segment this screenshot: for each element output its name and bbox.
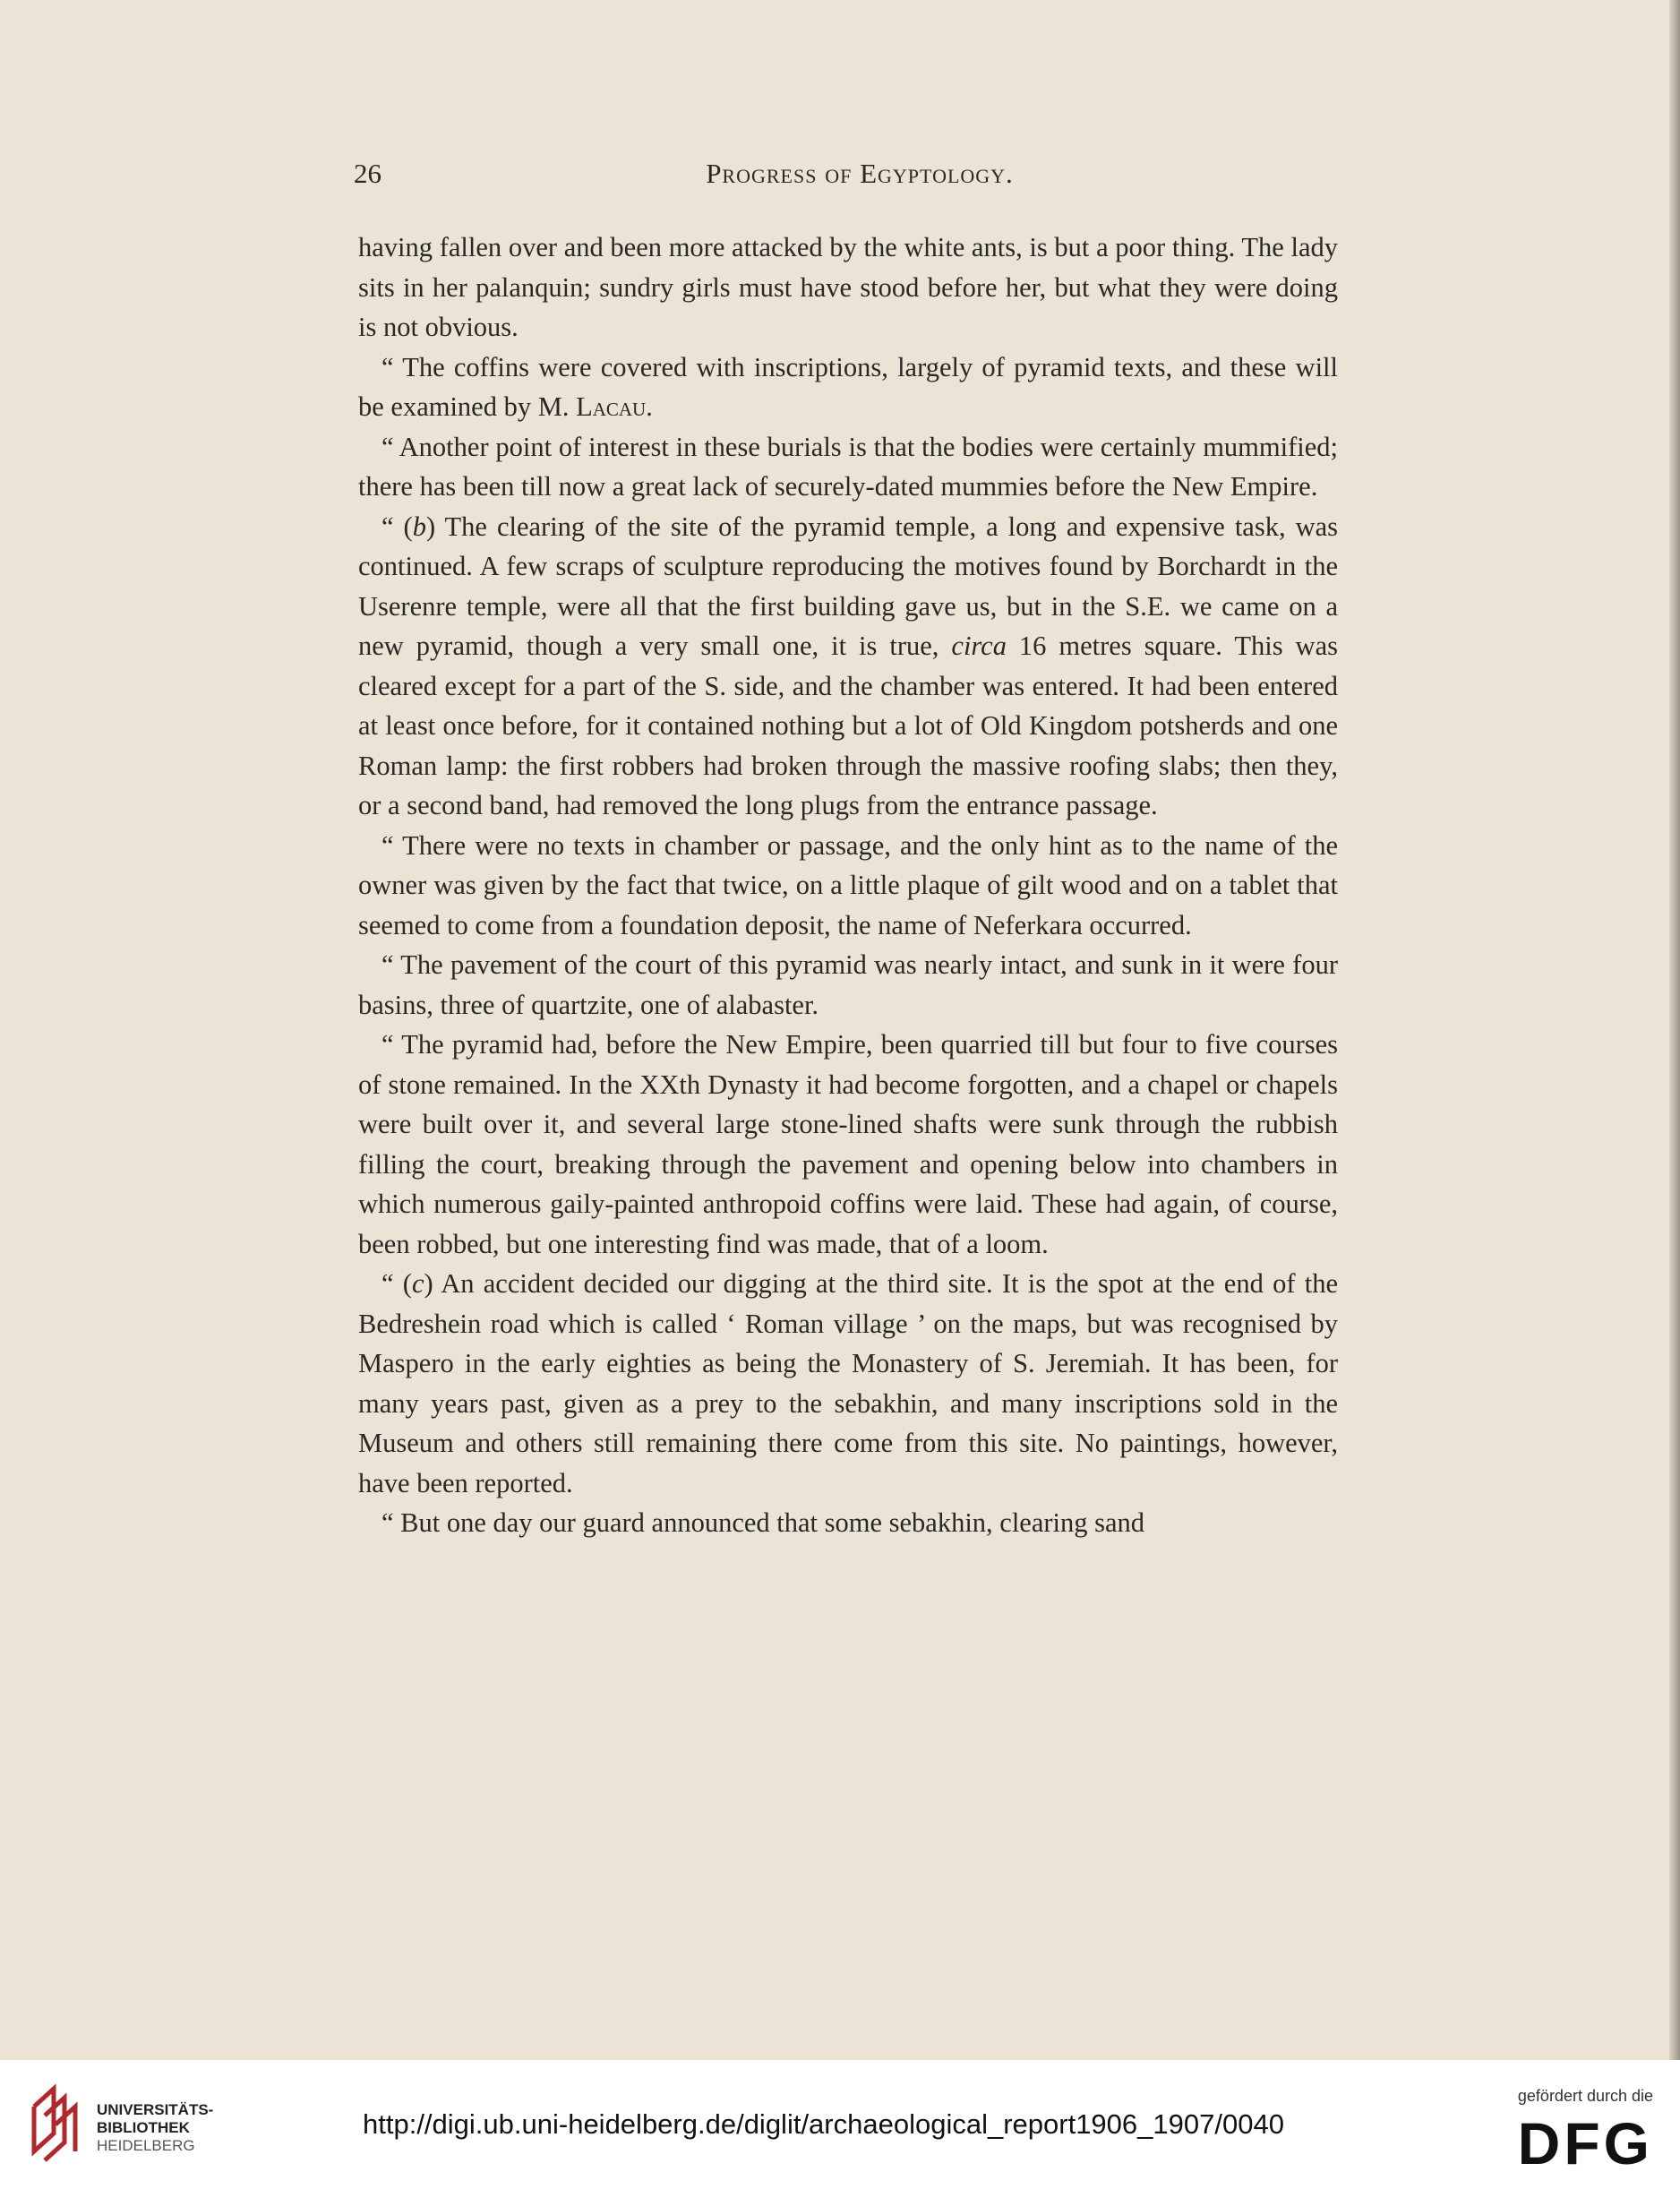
paragraph-3: “ Another point of interest in these burials is that the bodies were certainly mummified; there has been till now a great lack of securely-dated mummies before the New Empire. (358, 431, 1338, 502)
permalink-url[interactable]: http://digi.ub.uni-heidelberg.de/diglit/archaeological_report1906_1907/0040 (363, 2108, 1284, 2140)
paragraph-4: “ (b) The clearing of the site of the pyramid temple, a long and expensive task, was continued. A few scraps of sculpture reproducing the motives found by Borchardt in the Userenre temple, were all that the first building gave us, but in the S.E. we came on a new pyramid, though a very small one, it is true, circa 16 metres square. This was cleared except for a part of the S. side, and the chamber was entered. It had been entered at least once before, for it contained nothing but a lot of Old Kingdom potsherds and one Roman lamp: the first robbers had broken through the massive roofing slabs; then they, or a second band, had removed the long plugs from the entrance passage. (358, 511, 1339, 820)
paragraph-5: “ There were no texts in chamber or passage, and the only hint as to the name of the owner was given by the fact that twice, on a little plaque of gilt wood and on a tablet that seemed to come from a foundation deposit, the name of Neferkara occurred. (358, 829, 1338, 940)
library-logo-icon (27, 2080, 90, 2169)
running-title: Progress of Egyptology. (706, 158, 1014, 189)
paragraph-7: “ The pyramid had, before the New Empire, been quarried till but four to five courses of stone remained. In the XXth Dynasty it had become forgotten, and a chapel or chapels were built over it, and several large stone-lined shafts were sunk through the rubbish filling the court, breaking through the pavement and opening below into chambers in which numerous gaily-painted anthropoid coffins were laid. These had again, of course, been robbed, but one interesting find was made, that of a loom. (358, 1029, 1338, 1259)
page-header (354, 158, 1366, 199)
dfg-logo: DFG (1517, 2110, 1653, 2176)
author-name: Lacau (576, 391, 647, 422)
viewer-footer (0, 2060, 1680, 2189)
section-letter: b (412, 511, 426, 542)
italic-term: circa (951, 631, 1007, 661)
paragraph-8: “ (c) An accident decided our digging at the third site. It is the spot at the end of the Bedreshein road which is called ‘ Roman village ’ on the maps, but was recognised by Maspero in the early eighties as being the Monastery of S. Jeremiah. It has been, for many years past, given as a prey to the sebakhin, and many inscriptions sold in the Museum and others still remaining there come from this site. No paintings, however, have been reported. (358, 1268, 1338, 1498)
funded-by-label: gefördert durch die (1517, 2087, 1653, 2105)
paragraph-2: “ The coffins were covered with inscriptions, largely of pyramid texts, and these will be examined by M. Lacau. (358, 351, 1338, 422)
body-text (358, 227, 1338, 1543)
paragraph-9: “ But one day our guard announced that some sebakhin, clearing sand (381, 1507, 1145, 1538)
paragraph-6: “ The pavement of the court of this pyramid was nearly intact, and sunk in it were four basins, three of quartzite, one of alabaster. (358, 949, 1338, 1020)
page-number: 26 (354, 158, 381, 189)
paragraph-1: having fallen over and been more attacked by the white ants, is but a poor thing. The lady sits in her palanquin; sundry girls must have stood before her, but what they were doing is not obvious. (358, 232, 1338, 342)
library-name: UNIVERSITÄTS- BIBLIOTHEK HEIDELBERG (97, 2101, 214, 2154)
section-letter: c (411, 1268, 424, 1299)
page-edge-shadow (1669, 0, 1680, 2060)
